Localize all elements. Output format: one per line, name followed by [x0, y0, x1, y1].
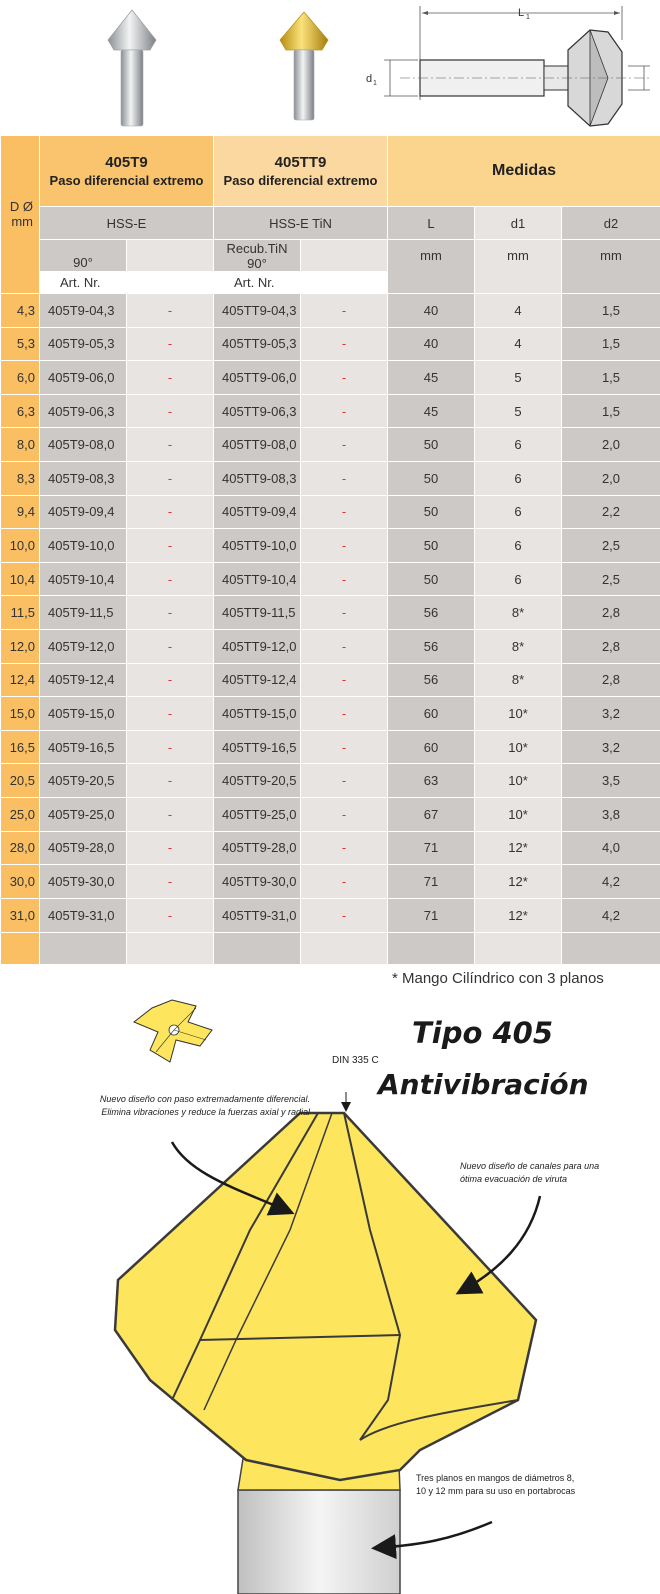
d1-cell: 8* — [475, 629, 562, 663]
d1-cell: 6 — [475, 495, 562, 529]
d2-cell: 4,2 — [562, 865, 660, 899]
d1-cell: 6 — [475, 529, 562, 563]
art-t9-alt-cell: - — [127, 327, 214, 361]
product-images — [0, 0, 660, 135]
art-tt9-cell: 405TT9-16,5 — [214, 730, 301, 764]
art-t9-cell: 405T9-31,0 — [40, 898, 127, 932]
art-tt9-cell: 405TT9-06,3 — [214, 394, 301, 428]
l-cell: 60 — [388, 697, 475, 731]
empty-cell — [301, 932, 388, 964]
art-t9-cell: 405T9-08,3 — [40, 461, 127, 495]
annotation-flutes: Nuevo diseño de canales para una ótima evacuación de viruta — [460, 1161, 600, 1184]
art-t9-alt-cell: - — [127, 562, 214, 596]
l1-sub: 1 — [526, 14, 530, 21]
diameter-cell: 15,0 — [1, 697, 40, 731]
l-cell: 56 — [388, 663, 475, 697]
l-cell: 50 — [388, 461, 475, 495]
art-tt9-alt-cell: - — [301, 730, 388, 764]
art-t9-cell: 405T9-20,5 — [40, 764, 127, 798]
art-t9-cell: 405T9-10,4 — [40, 562, 127, 596]
diameter-cell: 10,4 — [1, 562, 40, 596]
art-t9-alt-cell: - — [127, 394, 214, 428]
d1-cell: 12* — [475, 831, 562, 865]
d1-sub: 1 — [373, 80, 377, 87]
d1-cell: 10* — [475, 797, 562, 831]
col-l-header: L — [388, 207, 475, 240]
l-cell: 67 — [388, 797, 475, 831]
d-label-line1: D Ø — [9, 198, 33, 214]
art-tt9-alt-cell: - — [301, 797, 388, 831]
t9-subtitle: Paso diferencial extremo — [49, 173, 204, 188]
angle-tt9-line1: Recub.TiN — [226, 240, 288, 256]
table-row — [1, 294, 660, 328]
d1-cell: 12* — [475, 865, 562, 899]
diameter-cell: 4,3 — [1, 294, 40, 328]
unit-l: mm — [388, 240, 475, 294]
d1-cell: 5 — [475, 394, 562, 428]
d1-cell: 10* — [475, 697, 562, 731]
tool-image-hss-e-tin — [276, 8, 332, 130]
art-tt9-alt-cell: - — [301, 663, 388, 697]
art-tt9-alt-cell: - — [301, 898, 388, 932]
cross-section-icon — [134, 1000, 212, 1062]
diameter-cell: 5,3 — [1, 327, 40, 361]
d2-cell: 1,5 — [562, 394, 660, 428]
d2-cell: 2,8 — [562, 629, 660, 663]
header-405t9 — [40, 136, 214, 207]
art-t9-alt-cell: - — [127, 697, 214, 731]
art-nr-t9: Art. Nr. — [40, 272, 127, 294]
angle-t9-empty — [127, 240, 214, 272]
tt9-code: 405TT9 — [274, 154, 327, 171]
art-t9-alt-cell: - — [127, 495, 214, 529]
d2-cell: 2,5 — [562, 562, 660, 596]
diameter-cell: 6,3 — [1, 394, 40, 428]
art-t9-cell: 405T9-06,3 — [40, 394, 127, 428]
l-cell: 50 — [388, 529, 475, 563]
footnote: * Mango Cilíndrico con 3 planos — [392, 970, 604, 987]
table-row-empty — [1, 932, 660, 964]
l-cell: 40 — [388, 294, 475, 328]
technical-drawing — [360, 0, 660, 135]
table-row — [1, 663, 660, 697]
art-nr-tt9-empty — [301, 272, 388, 294]
empty-cell — [388, 932, 475, 964]
art-t9-cell: 405T9-12,0 — [40, 629, 127, 663]
tt9-subtitle: Paso diferencial extremo — [223, 173, 378, 188]
art-tt9-alt-cell: - — [301, 764, 388, 798]
diameter-cell: 30,0 — [1, 865, 40, 899]
art-tt9-alt-cell: - — [301, 596, 388, 630]
table-row — [1, 629, 660, 663]
table-row — [1, 428, 660, 462]
l-cell: 71 — [388, 831, 475, 865]
art-t9-alt-cell: - — [127, 663, 214, 697]
art-t9-cell: 405T9-09,4 — [40, 495, 127, 529]
art-t9-alt-cell: - — [127, 797, 214, 831]
art-tt9-cell: 405TT9-15,0 — [214, 697, 301, 731]
table-row — [1, 764, 660, 798]
d1-cell: 6 — [475, 461, 562, 495]
art-tt9-cell: 405TT9-08,0 — [214, 428, 301, 462]
art-tt9-alt-cell: - — [301, 294, 388, 328]
art-nr-t9-empty — [127, 272, 214, 294]
d1-cell: 12* — [475, 898, 562, 932]
d1-cell: 6 — [475, 562, 562, 596]
art-tt9-cell: 405TT9-08,3 — [214, 461, 301, 495]
d-column-header — [1, 136, 40, 294]
art-tt9-cell: 405TT9-25,0 — [214, 797, 301, 831]
d2-cell: 3,5 — [562, 764, 660, 798]
antivibracion-title: Antivibración — [378, 1068, 589, 1101]
art-nr-tt9: Art. Nr. — [214, 272, 301, 294]
l-cell: 56 — [388, 596, 475, 630]
art-t9-alt-cell: - — [127, 461, 214, 495]
art-t9-alt-cell: - — [127, 831, 214, 865]
l1-label: L — [518, 7, 525, 19]
din-label: DIN 335 C — [332, 1055, 379, 1066]
d2-cell: 2,2 — [562, 495, 660, 529]
art-tt9-cell: 405TT9-10,4 — [214, 562, 301, 596]
d1-cell: 10* — [475, 764, 562, 798]
diameter-cell: 16,5 — [1, 730, 40, 764]
art-tt9-cell: 405TT9-10,0 — [214, 529, 301, 563]
l-cell: 40 — [388, 327, 475, 361]
d2-cell: 1,5 — [562, 361, 660, 395]
d1-cell: 8* — [475, 596, 562, 630]
art-tt9-cell: 405TT9-28,0 — [214, 831, 301, 865]
d2-cell: 2,0 — [562, 428, 660, 462]
art-t9-alt-cell: - — [127, 865, 214, 899]
art-tt9-alt-cell: - — [301, 428, 388, 462]
art-tt9-cell: 405TT9-12,0 — [214, 629, 301, 663]
shank — [238, 1490, 400, 1594]
empty-cell — [127, 932, 214, 964]
d2-cell: 2,5 — [562, 529, 660, 563]
art-tt9-cell: 405TT9-09,4 — [214, 495, 301, 529]
l-cell: 45 — [388, 394, 475, 428]
art-t9-cell: 405T9-25,0 — [40, 797, 127, 831]
d2-cell: 1,5 — [562, 294, 660, 328]
art-t9-cell: 405T9-05,3 — [40, 327, 127, 361]
diameter-cell: 6,0 — [1, 361, 40, 395]
header-medidas — [388, 136, 660, 207]
art-t9-alt-cell: - — [127, 428, 214, 462]
material-hss-e: HSS-E — [40, 207, 214, 240]
diameter-cell: 8,0 — [1, 428, 40, 462]
l-cell: 71 — [388, 865, 475, 899]
col-d2-header: d2 — [562, 207, 660, 240]
art-tt9-alt-cell: - — [301, 697, 388, 731]
art-tt9-cell: 405TT9-04,3 — [214, 294, 301, 328]
diameter-cell: 12,0 — [1, 629, 40, 663]
diameter-cell: 8,3 — [1, 461, 40, 495]
art-tt9-alt-cell: - — [301, 495, 388, 529]
art-tt9-alt-cell: - — [301, 529, 388, 563]
art-tt9-cell: 405TT9-06,0 — [214, 361, 301, 395]
art-tt9-alt-cell: - — [301, 562, 388, 596]
d2-cell: 2,0 — [562, 461, 660, 495]
angle-tt9 — [214, 240, 301, 272]
material-hss-e-tin: HSS-E TiN — [214, 207, 388, 240]
art-t9-cell: 405T9-30,0 — [40, 865, 127, 899]
table-row — [1, 797, 660, 831]
unit-d1: mm — [475, 240, 562, 294]
table-row — [1, 361, 660, 395]
l-cell: 50 — [388, 495, 475, 529]
diameter-cell: 12,4 — [1, 663, 40, 697]
table-row — [1, 394, 660, 428]
art-t9-cell: 405T9-08,0 — [40, 428, 127, 462]
art-tt9-cell: 405TT9-05,3 — [214, 327, 301, 361]
d2-cell: 3,2 — [562, 730, 660, 764]
art-t9-alt-cell: - — [127, 361, 214, 395]
l-cell: 45 — [388, 361, 475, 395]
art-t9-cell: 405T9-12,4 — [40, 663, 127, 697]
product-table — [0, 135, 660, 965]
art-t9-cell: 405T9-04,3 — [40, 294, 127, 328]
angle-tt9-empty — [301, 240, 388, 272]
l-cell: 63 — [388, 764, 475, 798]
d2-cell: 1,5 — [562, 327, 660, 361]
diameter-cell: 11,5 — [1, 596, 40, 630]
art-t9-alt-cell: - — [127, 529, 214, 563]
art-t9-cell: 405T9-16,5 — [40, 730, 127, 764]
art-tt9-alt-cell: - — [301, 394, 388, 428]
art-t9-alt-cell: - — [127, 730, 214, 764]
t9-code: 405T9 — [105, 154, 148, 171]
table-row — [1, 865, 660, 899]
d-label-line2: mm — [11, 213, 33, 229]
angle-t9: 90° — [40, 240, 127, 272]
l-cell: 50 — [388, 562, 475, 596]
col-d1-header: d1 — [475, 207, 562, 240]
annotation-shank-flats: Tres planos en mangos de diámetros 8, 10 y 12 mm para su uso en portabrocas — [416, 1473, 576, 1496]
l-cell: 71 — [388, 898, 475, 932]
medidas-label: Medidas — [491, 162, 556, 179]
d1-cell: 4 — [475, 327, 562, 361]
art-t9-alt-cell: - — [127, 294, 214, 328]
d1-cell: 6 — [475, 428, 562, 462]
tool-image-hss-e — [104, 8, 160, 130]
d2-cell: 4,2 — [562, 898, 660, 932]
art-tt9-alt-cell: - — [301, 327, 388, 361]
art-tt9-alt-cell: - — [301, 361, 388, 395]
empty-cell — [1, 932, 40, 964]
table-row — [1, 461, 660, 495]
empty-cell — [475, 932, 562, 964]
art-t9-cell: 405T9-11,5 — [40, 596, 127, 630]
diameter-cell: 20,5 — [1, 764, 40, 798]
d1-cell: 8* — [475, 663, 562, 697]
art-t9-alt-cell: - — [127, 898, 214, 932]
art-tt9-alt-cell: - — [301, 831, 388, 865]
art-tt9-cell: 405TT9-31,0 — [214, 898, 301, 932]
diameter-cell: 25,0 — [1, 797, 40, 831]
tipo-title: Tipo 405 — [412, 1016, 554, 1050]
l-cell: 50 — [388, 428, 475, 462]
table-row — [1, 529, 660, 563]
l-cell: 60 — [388, 730, 475, 764]
art-tt9-cell: 405TT9-30,0 — [214, 865, 301, 899]
diameter-cell: 31,0 — [1, 898, 40, 932]
diameter-cell: 10,0 — [1, 529, 40, 563]
d1-cell: 10* — [475, 730, 562, 764]
header-405tt9 — [214, 136, 388, 207]
art-t9-cell: 405T9-15,0 — [40, 697, 127, 731]
table-row — [1, 831, 660, 865]
art-t9-alt-cell: - — [127, 764, 214, 798]
diameter-cell: 9,4 — [1, 495, 40, 529]
d1-cell: 5 — [475, 361, 562, 395]
d2-cell: 2,8 — [562, 596, 660, 630]
empty-cell — [214, 932, 301, 964]
art-t9-cell: 405T9-10,0 — [40, 529, 127, 563]
d1-cell: 4 — [475, 294, 562, 328]
table-row — [1, 495, 660, 529]
diameter-cell: 28,0 — [1, 831, 40, 865]
art-tt9-alt-cell: - — [301, 461, 388, 495]
empty-cell — [40, 932, 127, 964]
art-t9-alt-cell: - — [127, 629, 214, 663]
annotation-helix: Nuevo diseño con paso extremadamente diferencial. Elimina vibraciones y reduce la fuerzas axial y radial — [99, 1094, 310, 1117]
art-tt9-cell: 405TT9-20,5 — [214, 764, 301, 798]
d2-cell: 2,8 — [562, 663, 660, 697]
d1-label: d — [366, 73, 373, 85]
art-tt9-cell: 405TT9-12,4 — [214, 663, 301, 697]
table-row — [1, 562, 660, 596]
table-row — [1, 898, 660, 932]
table-row — [1, 730, 660, 764]
art-t9-cell: 405T9-06,0 — [40, 361, 127, 395]
d2-cell: 3,8 — [562, 797, 660, 831]
table-row — [1, 596, 660, 630]
l-cell: 56 — [388, 629, 475, 663]
art-t9-alt-cell: - — [127, 596, 214, 630]
d2-cell: 3,2 — [562, 697, 660, 731]
table-row — [1, 697, 660, 731]
art-tt9-alt-cell: - — [301, 629, 388, 663]
art-tt9-alt-cell: - — [301, 865, 388, 899]
table-row — [1, 327, 660, 361]
art-t9-cell: 405T9-28,0 — [40, 831, 127, 865]
angle-tt9-line2: 90° — [247, 255, 267, 271]
d2-cell: 4,0 — [562, 831, 660, 865]
art-tt9-cell: 405TT9-11,5 — [214, 596, 301, 630]
unit-d2: mm — [562, 240, 660, 294]
empty-cell — [562, 932, 660, 964]
